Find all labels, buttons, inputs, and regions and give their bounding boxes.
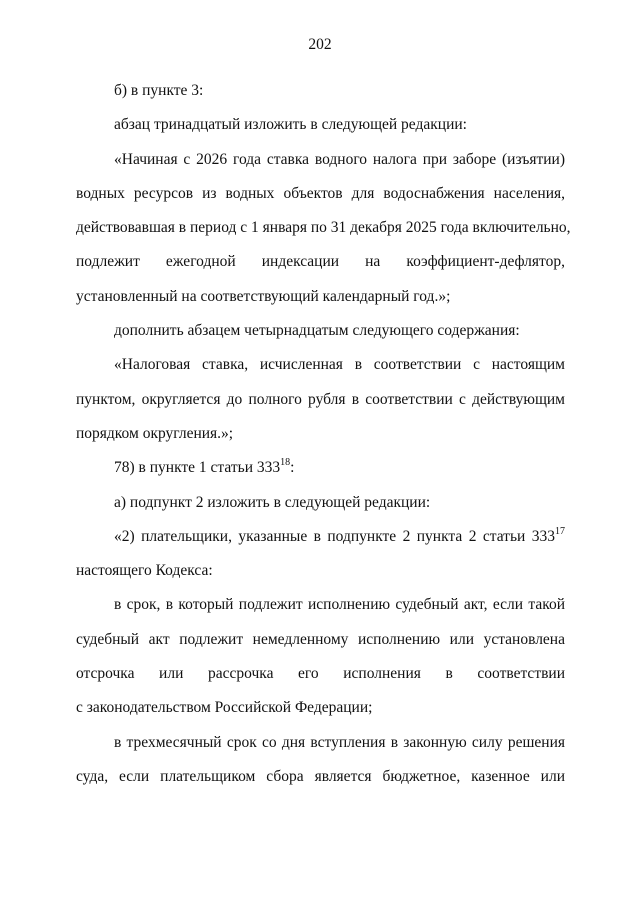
paragraph-line: порядком округления.»; bbox=[76, 424, 234, 442]
line-text-after: : bbox=[290, 459, 295, 477]
paragraph-line: дополнить абзацем четырнадцатым следующего содержания: bbox=[114, 322, 520, 340]
paragraph-line: а) подпункт 2 изложить в следующей редакции: bbox=[114, 493, 431, 511]
paragraph-line: пунктом, округляется до полного рубля в соответствии с действующим bbox=[76, 390, 565, 408]
paragraph-line: водных ресурсов из водных объектов для водоснабжения населения, bbox=[76, 184, 565, 202]
paragraph-line: настоящего Кодекса: bbox=[76, 562, 213, 580]
paragraph-line: подлежит ежегодной индексации на коэффициент-дефлятор, bbox=[76, 253, 565, 271]
paragraph-line: б) в пункте 3: bbox=[114, 82, 204, 99]
line-text: «2) плательщики, указанные в подпункте 2 пункта 2 статьи 333 bbox=[114, 527, 555, 545]
paragraph-line: установленный на соответствующий календарный год.»; bbox=[76, 287, 451, 305]
line-text: 78) в пункте 1 статьи 333 bbox=[114, 459, 281, 477]
paragraph-line: суда, если плательщиком сбора является бюджетное, казенное или bbox=[76, 767, 565, 785]
paragraph-line: действовавшая в период с 1 января по 31 декабря 2025 года включительно, bbox=[76, 219, 571, 237]
paragraph-line: в трехмесячный срок со дня вступления в законную силу решения bbox=[114, 733, 565, 751]
page-number: 202 bbox=[308, 36, 332, 53]
document-body bbox=[76, 74, 571, 794]
paragraph-line: в срок, в который подлежит исполнению судебный акт, если такой bbox=[114, 596, 565, 614]
superscript: 18 bbox=[280, 457, 291, 469]
paragraph-line bbox=[76, 451, 565, 485]
paragraph-line: с законодательством Российской Федерации; bbox=[76, 699, 373, 717]
paragraph-line: абзац тринадцатый изложить в следующей редакции: bbox=[114, 116, 467, 134]
paragraph-line: отсрочка или рассрочка его исполнения в соответствии bbox=[76, 665, 565, 683]
paragraph-line: судебный акт подлежит немедленному исполнению или установлена bbox=[76, 630, 565, 648]
superscript: 17 bbox=[555, 525, 565, 537]
paragraph-line: «Начиная с 2026 года ставка водного налога при заборе (изъятии) bbox=[114, 150, 565, 168]
paragraph-line bbox=[76, 520, 565, 554]
paragraph-line: «Налоговая ставка, исчисленная в соответствии с настоящим bbox=[114, 356, 565, 374]
